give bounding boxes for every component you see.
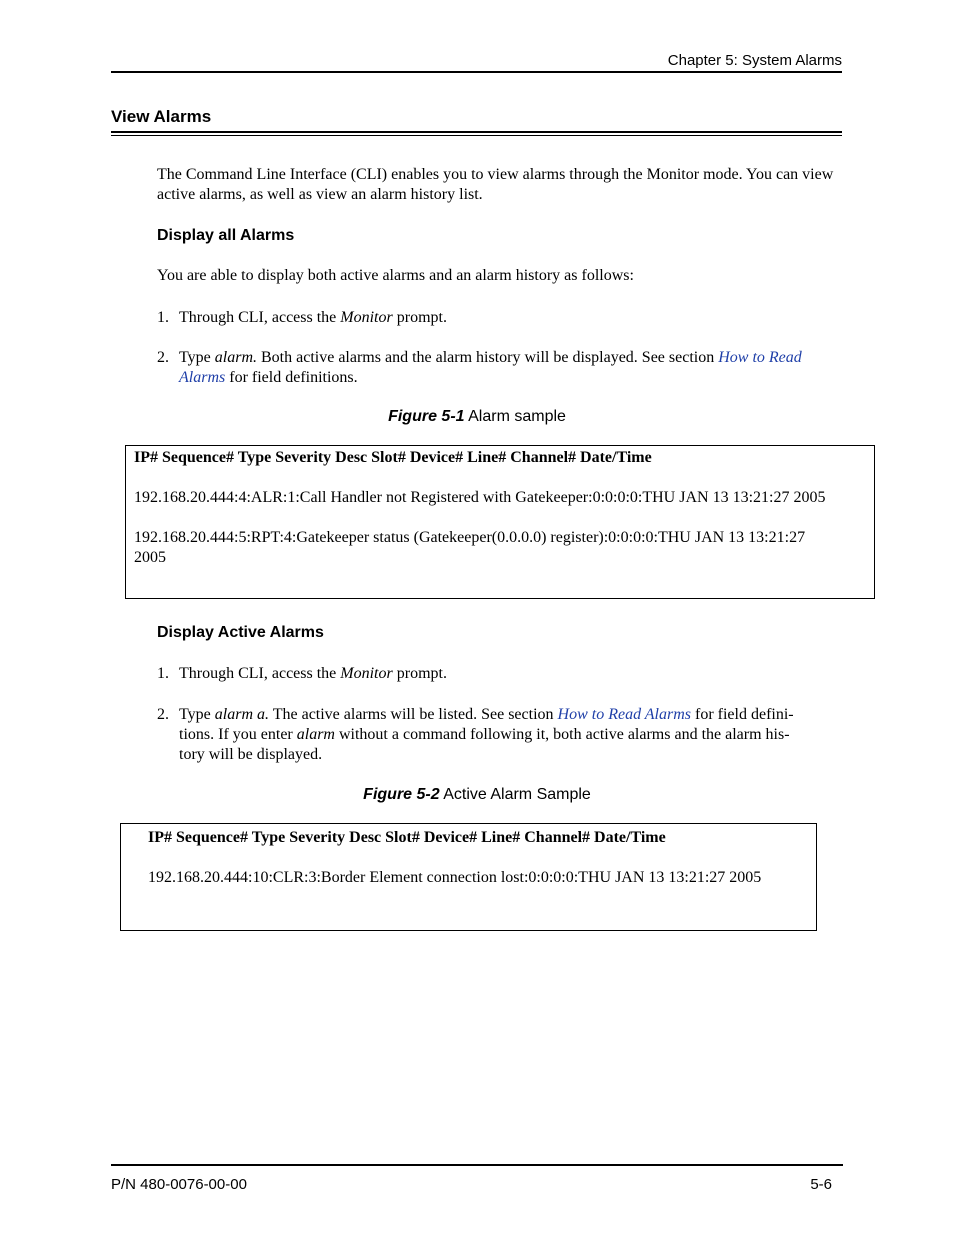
- how-to-read-alarms-link[interactable]: Alarms: [179, 369, 226, 386]
- display-active-step-1: [157, 664, 447, 684]
- step-em: alarm.: [214, 349, 257, 366]
- header-rule: [111, 71, 842, 73]
- display-all-step-2: [157, 348, 847, 386]
- step-text: for field definitions.: [225, 369, 358, 386]
- step-text: without a command following it, both active alarms and the alarm his-: [334, 726, 790, 743]
- step-text: for field defini-: [691, 706, 794, 723]
- step-text: Through CLI, access the: [179, 665, 341, 682]
- figure-label: Figure 5-1: [388, 408, 465, 425]
- section-rule-top: [111, 131, 842, 133]
- running-header: Chapter 5: System Alarms: [667, 52, 842, 69]
- display-all-step-1: [157, 308, 447, 328]
- footer-rule: [111, 1164, 843, 1166]
- alarm-sample-box: [125, 445, 875, 599]
- figure-caption: Alarm sample: [464, 408, 566, 425]
- step-em: Monitor: [340, 665, 393, 682]
- alarm-sample-header: IP# Sequence# Type Severity Desc Slot# Device# Line# Channel# Date/Time: [134, 449, 652, 466]
- step-text: prompt.: [392, 309, 447, 326]
- part-number: P/N 480-0076-00-00: [111, 1176, 247, 1193]
- alarm-sample-line-2: 192.168.20.444:5:RPT:4:Gatekeeper status (Gatekeeper(0.0.0.0) register):0:0:0:0:THU JAN 13 13:21:27: [134, 529, 806, 546]
- step-em: Monitor: [340, 309, 393, 326]
- step-text: tions. If you enter: [179, 726, 297, 743]
- active-alarm-sample-header: IP# Sequence# Type Severity Desc Slot# Device# Line# Channel# Date/Time: [148, 829, 666, 846]
- step-text: Through CLI, access the: [179, 309, 341, 326]
- step-number: 2.: [157, 706, 169, 723]
- display-all-lead: You are able to display both active alarms and an alarm history as follows:: [157, 267, 634, 284]
- step-text: Both active alarms and the alarm history will be displayed. See section: [257, 349, 719, 366]
- how-to-read-alarms-link[interactable]: How to Read Alarms: [557, 706, 691, 723]
- step-number: 2.: [157, 349, 169, 366]
- step-text: tory will be displayed.: [179, 746, 323, 763]
- section-rule-bottom: [111, 135, 842, 136]
- subsection-title-display-all: Display all Alarms: [157, 227, 295, 244]
- step-text: Type: [179, 349, 215, 366]
- step-text: The active alarms will be listed. See section: [269, 706, 558, 723]
- section-title: View Alarms: [111, 107, 212, 126]
- active-alarm-sample-line-1: 192.168.20.444:10:CLR:3:Border Element connection lost:0:0:0:0:THU JAN 13 13:21:27 2005: [148, 869, 762, 886]
- display-active-step-2: [157, 705, 847, 763]
- subsection-title-display-active: Display Active Alarms: [157, 624, 324, 641]
- page-number: 5-6: [810, 1176, 832, 1193]
- figure-label: Figure 5-2: [363, 786, 440, 803]
- figure-caption: Active Alarm Sample: [439, 786, 591, 803]
- intro-paragraph: The Command Line Interface (CLI) enables you to view alarms through the Monitor mode. You can view active alarms, as well as view an alarm history list.: [157, 166, 834, 203]
- figure-5-1-caption: [0, 408, 954, 426]
- step-em: alarm a.: [214, 706, 269, 723]
- alarm-sample-line-2-cont: 2005: [134, 549, 166, 566]
- figure-5-2-caption: [0, 786, 954, 804]
- step-number: 1.: [157, 309, 169, 326]
- step-number: 1.: [157, 665, 169, 682]
- step-em: alarm: [296, 726, 335, 743]
- step-text: prompt.: [392, 665, 447, 682]
- step-text: Type: [179, 706, 215, 723]
- alarm-sample-line-1: 192.168.20.444:4:ALR:1:Call Handler not Registered with Gatekeeper:0:0:0:0:THU JAN 13 13:21:27 2005: [134, 489, 826, 506]
- how-to-read-alarms-link[interactable]: How to Read: [718, 349, 802, 366]
